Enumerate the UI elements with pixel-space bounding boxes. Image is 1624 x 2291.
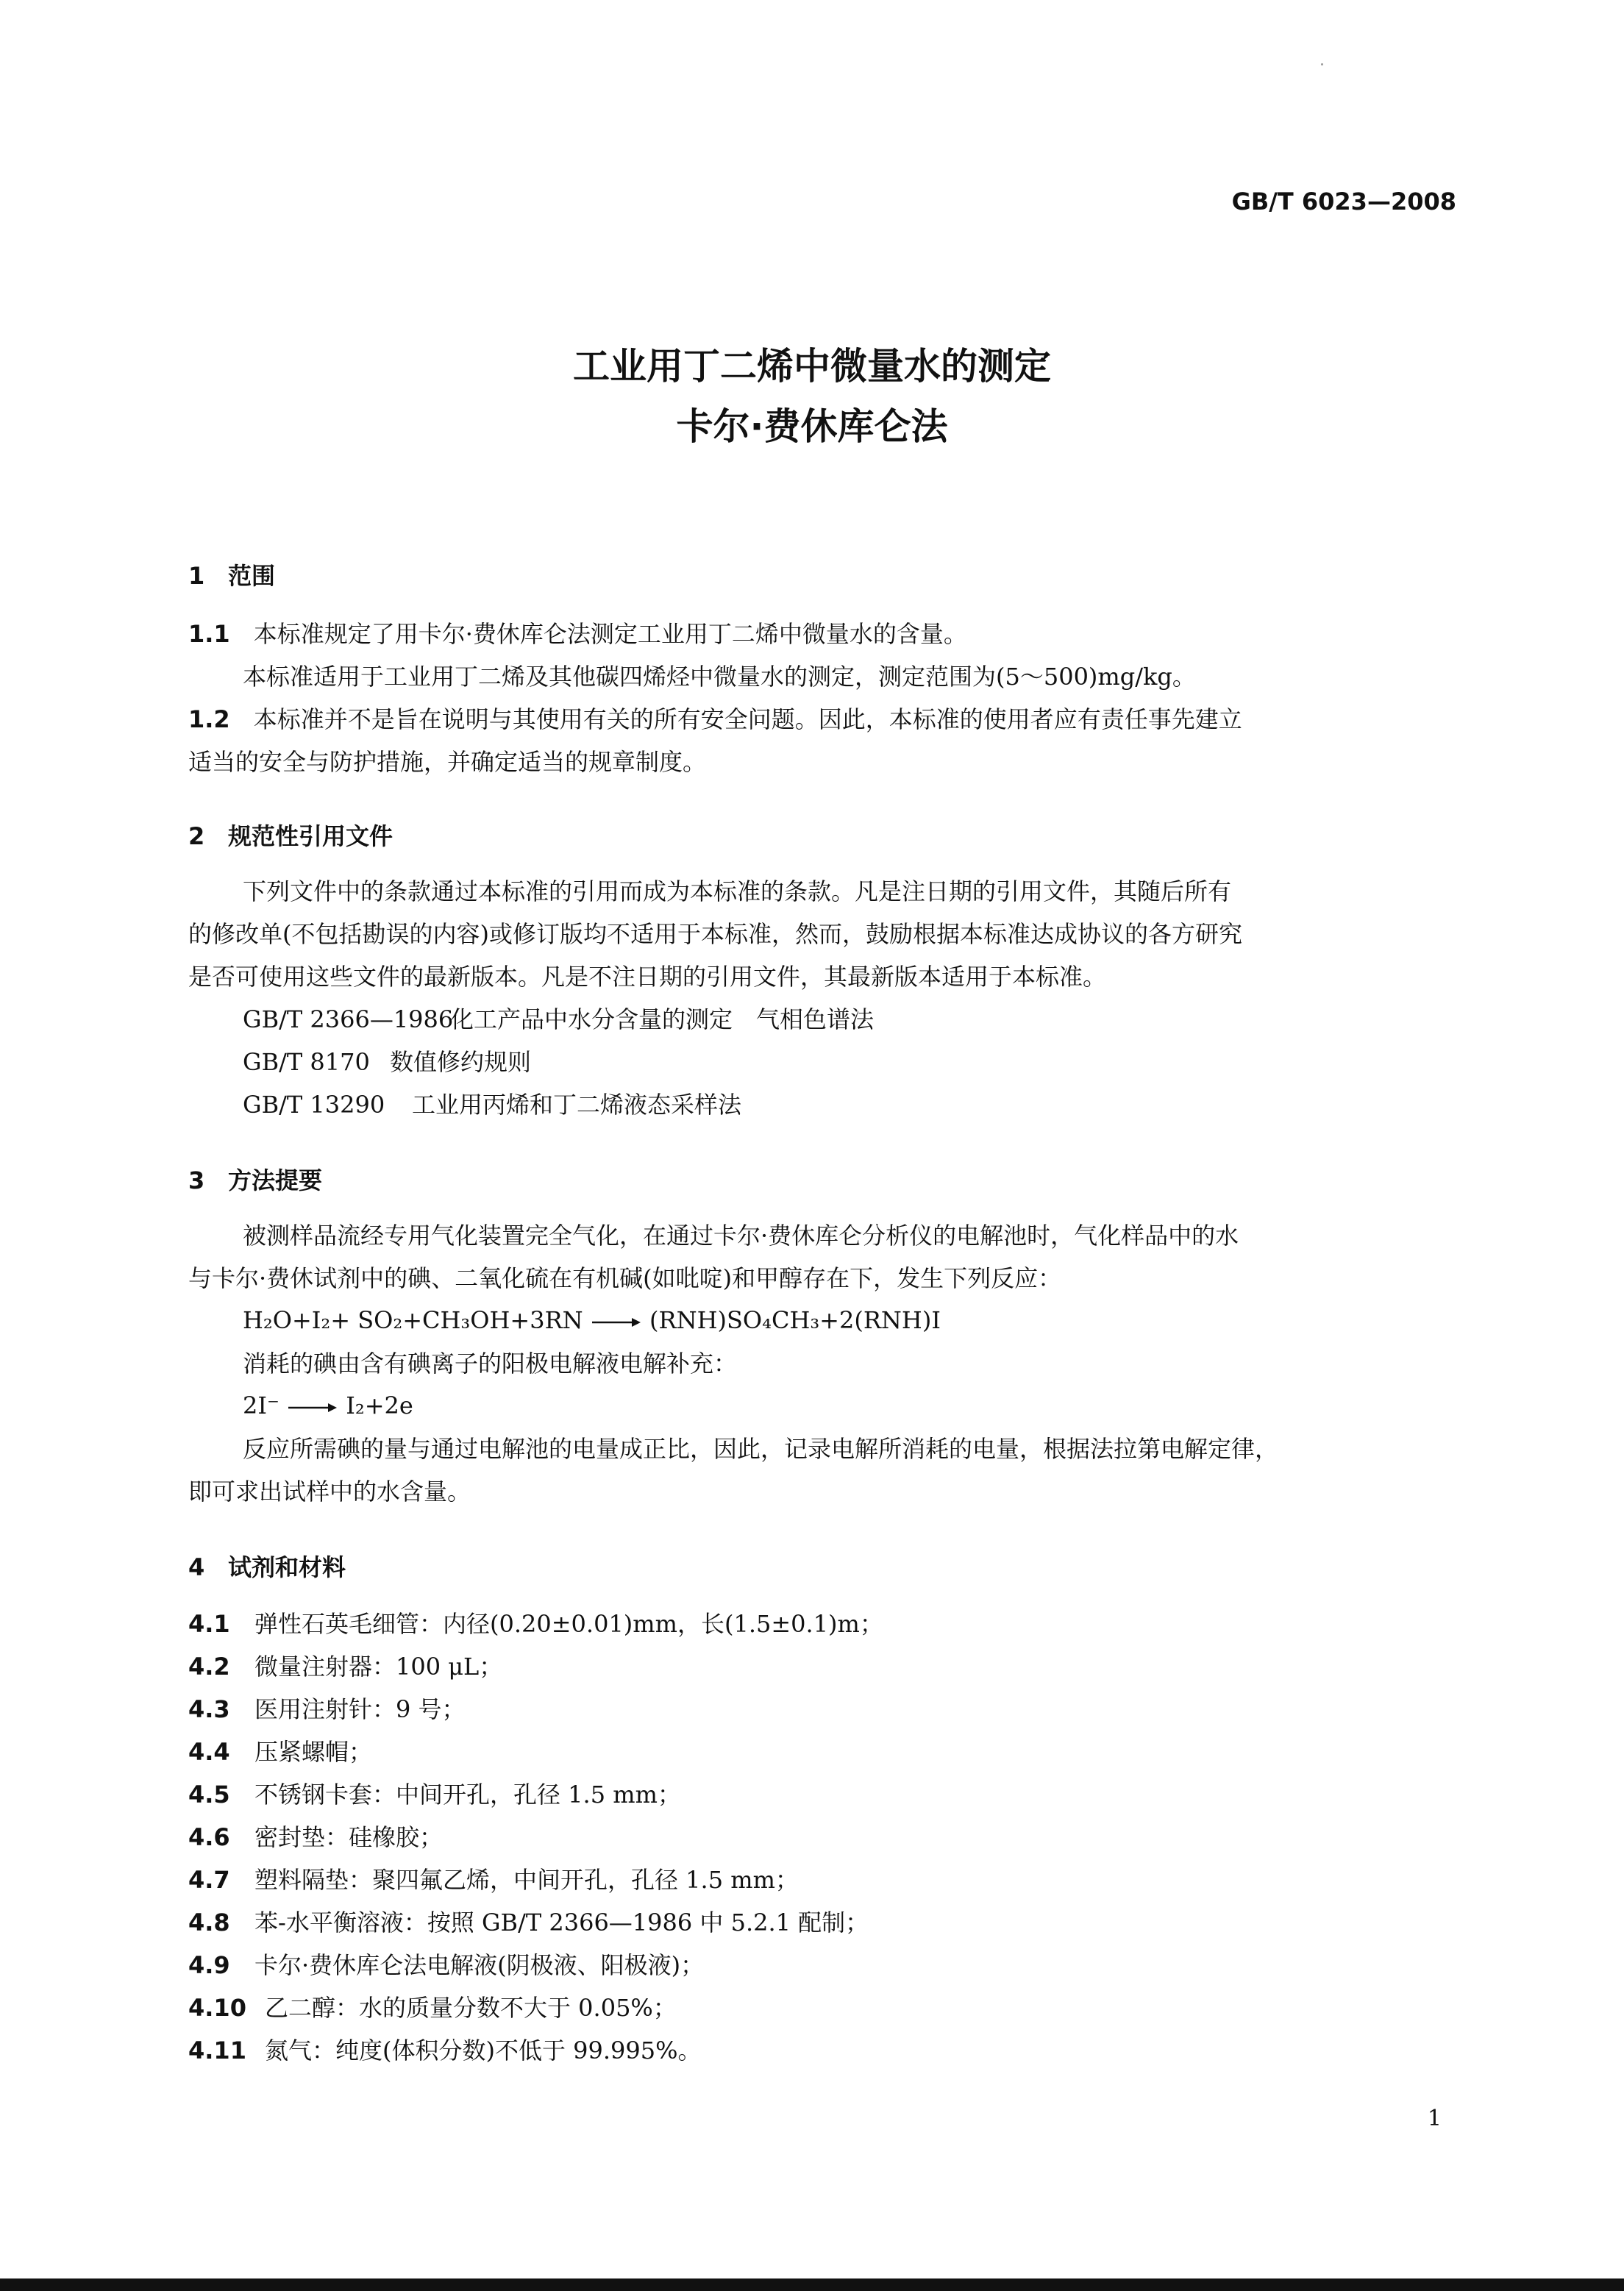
item-text: 微量注射器：100 μL； — [254, 1653, 503, 1681]
item-text: 医用注射针：9 号； — [254, 1695, 466, 1723]
list-item — [188, 1950, 1459, 1980]
clause-1-1 — [188, 619, 1459, 649]
section-number: 2 — [188, 822, 205, 850]
paragraph-line: 消耗的碘由含有碘离子的阳极电解液电解补充： — [243, 1350, 738, 1378]
paragraph-line: 反应所需碘的量与通过电解池的电量成正比，因此，记录电解所消耗的电量，根据法拉第电解定律， — [243, 1435, 1279, 1463]
paragraph-line: 下列文件中的条款通过本标准的引用而成为本标准的条款。凡是注日期的引用文件，其随后所有 — [243, 877, 1232, 905]
item-text: 密封垫：硅橡胶； — [254, 1823, 444, 1851]
section-3-heading — [188, 1162, 322, 1196]
clause-number: 1.2 — [188, 705, 230, 733]
reaction-arrow-icon — [591, 1315, 642, 1330]
normative-reference — [243, 1090, 1459, 1119]
item-number: 4.5 — [188, 1781, 230, 1809]
list-item — [188, 1865, 1459, 1895]
section-title: 试剂和材料 — [228, 1553, 346, 1581]
clause-text: 本标准并不是旨在说明与其使用有关的所有安全问题。因此，本标准的使用者应有责任事先建立 — [253, 705, 1242, 733]
list-item — [188, 1823, 1459, 1852]
reference-code: GB/T 8170 — [243, 1048, 370, 1076]
list-item — [188, 1780, 1459, 1809]
section-number: 4 — [188, 1553, 205, 1581]
equation-products: (RNH)SO₄CH₃+2(RNH)I — [649, 1306, 941, 1334]
item-number: 4.3 — [188, 1695, 230, 1723]
reference-title: 数值修约规则 — [390, 1048, 532, 1076]
normative-reference — [243, 1005, 1459, 1034]
paragraph-line: 即可求出试样中的水含量。 — [188, 1478, 471, 1506]
section-number: 1 — [188, 562, 205, 590]
list-item — [188, 1737, 1459, 1767]
normative-reference — [243, 1047, 1459, 1077]
paragraph-line: 的修改单(不包括勘误的内容)或修订版均不适用于本标准，然而，鼓励根据本标准达成协议的各方研究 — [188, 920, 1242, 948]
section-title: 范围 — [228, 562, 276, 590]
reference-title: 工业用丙烯和丁二烯液态采样法 — [412, 1091, 742, 1119]
equation-reactants: 2I⁻ — [243, 1392, 279, 1419]
item-text: 弹性石英毛细管：内径(0.20±0.01)mm，长(1.5±0.1)m； — [254, 1610, 883, 1638]
item-number: 4.2 — [188, 1653, 230, 1681]
item-number: 4.7 — [188, 1866, 230, 1894]
item-text: 压紧螺帽； — [254, 1738, 373, 1766]
scan-edge-bar — [0, 2278, 1624, 2291]
document-subtitle: 卡尔·费休库仑法 — [676, 405, 948, 448]
page-number: 1 — [1427, 2106, 1442, 2131]
clause-1-2 — [188, 705, 1459, 734]
list-item — [188, 1993, 1459, 2023]
list-item — [188, 1695, 1459, 1724]
section-4-heading — [188, 1549, 346, 1583]
item-text: 苯-水平衡溶液：按照 GB/T 2366—1986 中 5.2.1 配制； — [254, 1909, 869, 1937]
item-number: 4.10 — [188, 1994, 246, 2022]
clause-1-1-scope: 本标准适用于工业用丁二烯及其他碳四烯烃中微量水的测定，测定范围为(5～500)mg/kg。 — [243, 663, 1196, 691]
item-number: 4.9 — [188, 1951, 230, 1979]
item-text: 氮气：纯度(体积分数)不低于 99.995%。 — [265, 2037, 702, 2064]
clause-1-2-continued: 适当的安全与防护措施，并确定适当的规章制度。 — [188, 748, 707, 776]
document-title: 工业用丁二烯中微量水的测定 — [573, 345, 1051, 388]
list-item — [188, 1609, 1459, 1639]
item-text: 不锈钢卡套：中间开孔，孔径 1.5 mm； — [254, 1781, 681, 1809]
paragraph-line: 是否可使用这些文件的最新版本。凡是不注日期的引用文件，其最新版本适用于本标准。 — [188, 963, 1107, 991]
item-number: 4.4 — [188, 1738, 230, 1766]
item-text: 乙二醇：水的质量分数不大于 0.05%； — [265, 1994, 677, 2022]
reference-code: GB/T 13290 — [243, 1091, 385, 1119]
section-title: 方法提要 — [228, 1166, 323, 1194]
equation-products: I₂+2e — [346, 1392, 413, 1419]
item-text: 塑料隔垫：聚四氟乙烯，中间开孔，孔径 1.5 mm； — [254, 1866, 799, 1894]
reference-code: GB/T 2366—1986 — [243, 1005, 454, 1033]
reference-title: 化工产品中水分含量的测定 气相色谱法 — [450, 1005, 875, 1033]
section-1-heading — [188, 557, 275, 591]
list-item — [188, 1652, 1459, 1681]
clause-text: 本标准规定了用卡尔·费休库仑法测定工业用丁二烯中微量水的含量。 — [253, 620, 967, 648]
paragraph-line: 与卡尔·费休试剂中的碘、二氧化硫在有机碱(如吡啶)和甲醇存在下，发生下列反应： — [188, 1264, 1062, 1292]
clause-number: 1.1 — [188, 620, 230, 648]
list-item — [188, 2036, 1459, 2065]
item-number: 4.11 — [188, 2037, 246, 2064]
item-number: 4.1 — [188, 1610, 230, 1638]
section-2-heading — [188, 818, 393, 852]
equation-reactants: H₂O+I₂+ SO₂+CH₃OH+3RN — [243, 1306, 583, 1334]
list-item — [188, 1908, 1459, 1937]
reaction-arrow-icon — [287, 1400, 338, 1415]
item-number: 4.6 — [188, 1823, 230, 1851]
standard-number: GB/T 6023—2008 — [1231, 188, 1456, 215]
scan-speck — [1321, 63, 1323, 65]
reaction-equation — [243, 1306, 941, 1334]
section-title: 规范性引用文件 — [228, 822, 393, 850]
electrolysis-equation — [243, 1392, 413, 1419]
section-number: 3 — [188, 1166, 205, 1194]
item-number: 4.8 — [188, 1909, 230, 1937]
item-text: 卡尔·费休库仑法电解液(阴极液、阳极液)； — [254, 1951, 705, 1979]
paragraph-line: 被测样品流经专用气化装置完全气化，在通过卡尔·费休库仑分析仪的电解池时，气化样品中的水 — [243, 1222, 1239, 1250]
